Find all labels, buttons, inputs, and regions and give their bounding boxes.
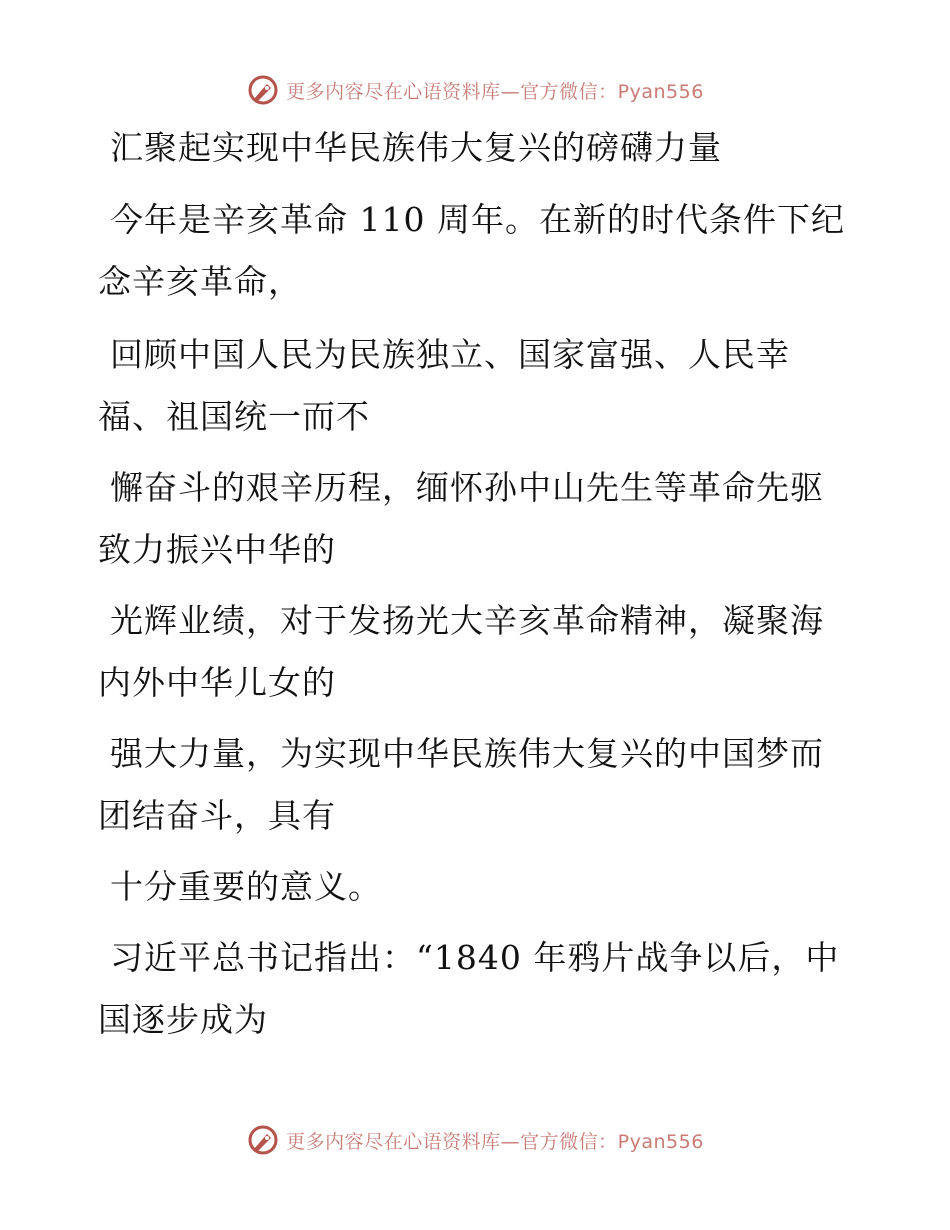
paragraph-line: 福、祖国统一而不: [98, 397, 370, 436]
paragraph-line: 团结奋斗，具有: [98, 796, 336, 835]
watermark-text: 更多内容尽在心语资料库—官方微信：Pyan556: [286, 80, 704, 103]
paragraph-line: 回顾中国人民为民族独立、国家富强、人民幸: [110, 335, 790, 374]
paragraph-line: 致力振兴中华的: [98, 530, 336, 569]
pen-nib-circle-icon: [246, 1123, 280, 1157]
paragraph-line: 十分重要的意义。: [110, 867, 382, 906]
paragraph-line: 强大力量，为实现中华民族伟大复兴的中国梦而: [110, 734, 824, 773]
footer-watermark: [0, 1120, 950, 1160]
paragraph-line: 内外中华儿女的: [98, 663, 336, 702]
paragraph-line: 国逐步成为: [98, 1000, 268, 1039]
paragraph-line: 懈奋斗的艰辛历程，缅怀孙中山先生等革命先驱: [110, 468, 824, 507]
paragraph-line: 今年是辛亥革命 110 周年。在新的时代条件下纪: [110, 200, 845, 239]
paragraph-line: 习近平总书记指出：“1840 年鸦片战争以后，中: [110, 938, 840, 977]
paragraph-line: 光辉业绩，对于发扬光大辛亥革命精神，凝聚海: [110, 601, 824, 640]
document-title: 汇聚起实现中华民族伟大复兴的磅礴力量: [110, 128, 722, 167]
paragraph-line: 念辛亥革命，: [98, 262, 302, 301]
watermark-text: 更多内容尽在心语资料库—官方微信：Pyan556: [286, 1130, 704, 1153]
